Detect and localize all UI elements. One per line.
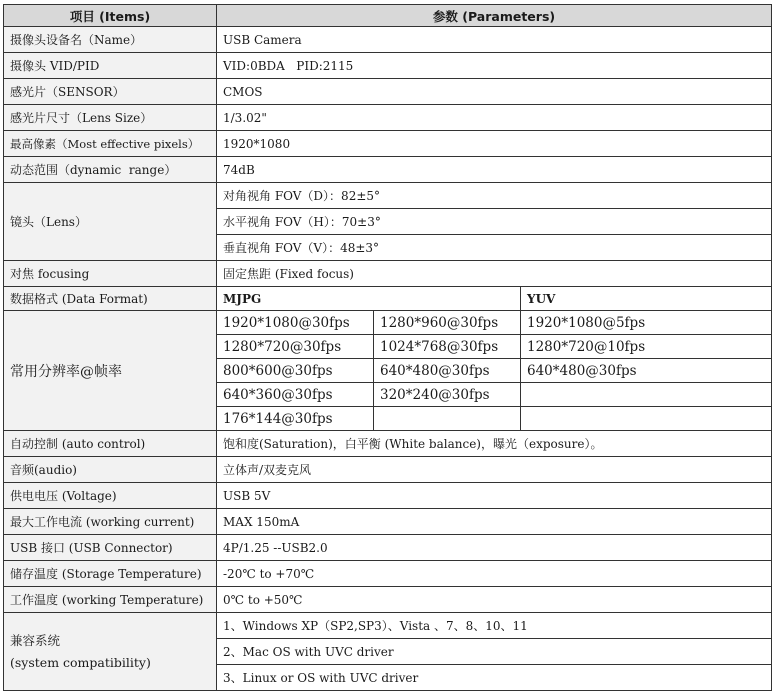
row-working-temp [4,587,772,613]
res-cell [521,407,772,431]
value-lens-size: 1/3.02" [217,105,772,131]
label-data-format: 数据格式 (Data Format) [4,287,217,311]
res-cell: 176*144@30fps [217,407,374,431]
value-dynamic-range: 74dB [217,157,772,183]
label-current: 最大工作电流 (working current) [4,509,217,535]
label-max-pixels: 最高像素（Most effective pixels） [4,131,217,157]
res-cell: 1024*768@30fps [374,335,521,359]
value-yuv: YUV [521,287,772,311]
label-voltage: 供电电压 (Voltage) [4,483,217,509]
value-device-name: USB Camera [217,27,772,53]
value-max-pixels: 1920*1080 [217,131,772,157]
row-current [4,509,772,535]
row-device-name [4,27,772,53]
label-compatibility-line1: 兼容系统 [10,632,61,648]
value-compat-linux: 3、Linux or OS with UVC driver [217,665,772,691]
row-auto-control [4,431,772,457]
value-audio: 立体声/双麦克风 [217,457,772,483]
value-lens-fov-v: 垂直视角 FOV（V）：48±3° [217,235,772,261]
value-current: MAX 150mA [217,509,772,535]
value-usb: 4P/1.25 --USB2.0 [217,535,772,561]
res-cell: 640*480@30fps [374,359,521,383]
label-working-temp: 工作温度 (working Temperature) [4,587,217,613]
label-vid-pid: 摄像头 VID/PID [4,53,217,79]
row-sensor [4,79,772,105]
value-voltage: USB 5V [217,483,772,509]
row-storage-temp [4,561,772,587]
value-sensor: CMOS [217,79,772,105]
row-max-pixels [4,131,772,157]
value-focusing: 固定焦距 (Fixed focus) [217,261,772,287]
res-cell [374,407,521,431]
spec-table [3,4,772,691]
row-compatibility [4,613,772,639]
row-dynamic-range [4,157,772,183]
value-storage-temp: -20℃ to +70℃ [217,561,772,587]
label-lens: 镜头（Lens） [4,183,217,261]
res-cell: 640*480@30fps [521,359,772,383]
value-lens-fov-h: 水平视角 FOV（H）：70±3° [217,209,772,235]
label-compatibility [4,613,217,691]
res-cell: 1920*1080@30fps [217,311,374,335]
label-storage-temp: 储存温度 (Storage Temperature) [4,561,217,587]
row-audio [4,457,772,483]
res-cell [521,383,772,407]
label-dynamic-range: 动态范围（dynamic range） [4,157,217,183]
value-mjpg: MJPG [217,287,521,311]
res-cell: 640*360@30fps [217,383,374,407]
value-compat-mac: 2、Mac OS with UVC driver [217,639,772,665]
row-focusing [4,261,772,287]
label-lens-size: 感光片尺寸（Lens Size） [4,105,217,131]
label-device-name: 摄像头设备名（Name） [4,27,217,53]
header-parameters: 参数 (Parameters) [217,5,772,27]
value-vid-pid: VID:0BDA PID:2115 [217,53,772,79]
value-auto-control: 饱和度(Saturation)，白平衡 (White balance)，曝光（exposure）。 [217,431,772,457]
label-resolution: 常用分辨率@帧率 [4,311,217,431]
row-lens [4,183,772,209]
label-usb: USB 接口 (USB Connector) [4,535,217,561]
header-items: 项目 (Items) [4,5,217,27]
label-sensor: 感光片（SENSOR） [4,79,217,105]
row-data-format [4,287,772,311]
res-cell: 800*600@30fps [217,359,374,383]
res-cell: 1280*720@10fps [521,335,772,359]
label-audio: 音频(audio) [4,457,217,483]
label-auto-control: 自动控制 (auto control) [4,431,217,457]
value-working-temp: 0℃ to +50℃ [217,587,772,613]
header-row [4,5,772,27]
row-usb [4,535,772,561]
label-compatibility-line2: (system compatibility) [10,654,151,670]
row-voltage [4,483,772,509]
res-cell: 320*240@30fps [374,383,521,407]
res-cell: 1280*960@30fps [374,311,521,335]
value-compat-windows: 1、Windows XP（SP2,SP3）、Vista 、7、8、10、11 [217,613,772,639]
label-focusing: 对焦 focusing [4,261,217,287]
res-cell: 1280*720@30fps [217,335,374,359]
row-resolution-1 [4,311,772,335]
row-lens-size [4,105,772,131]
value-lens-fov-d: 对角视角 FOV（D）：82±5° [217,183,772,209]
row-vid-pid [4,53,772,79]
res-cell: 1920*1080@5fps [521,311,772,335]
